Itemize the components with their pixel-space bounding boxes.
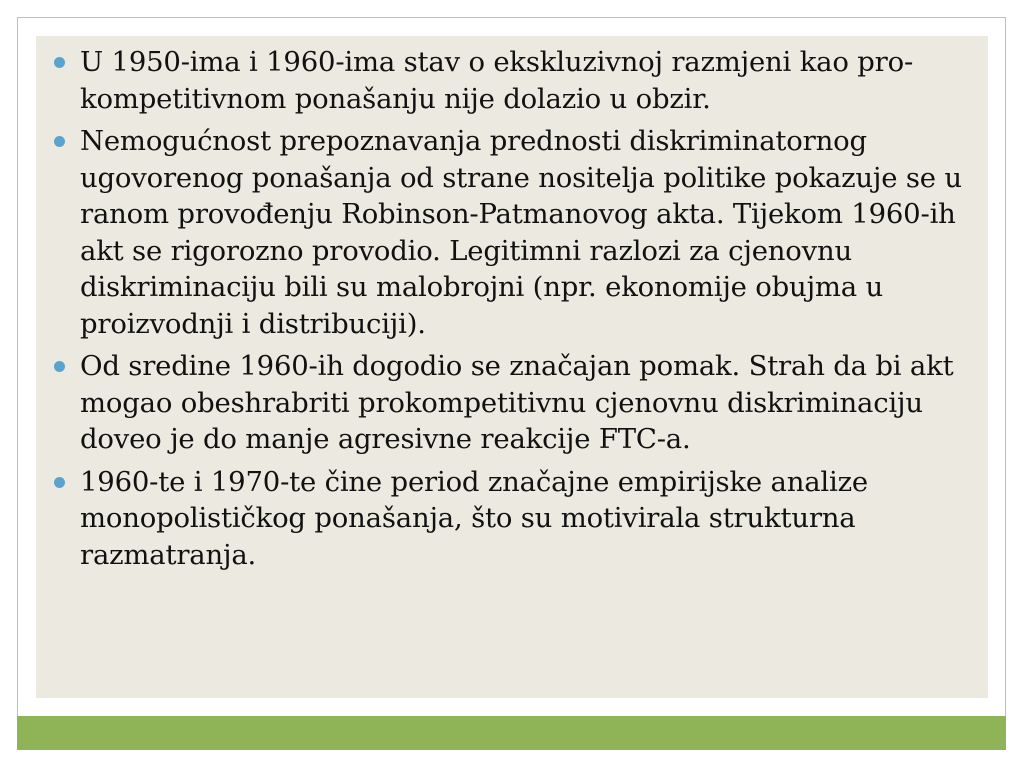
bullet-dot-icon xyxy=(54,136,65,147)
bullet-dot-icon xyxy=(54,361,65,372)
bullet-text: Od sredine 1960-ih dogodio se značajan pomak. Strah da bi akt mogao obeshrabriti prokompetitivnu cjenovnu diskriminaciju doveo je do manje agresivne reakcije FTC-a. xyxy=(80,350,954,455)
footer-bar xyxy=(17,716,1006,750)
bullet-dot-icon xyxy=(54,57,65,68)
bullet-text: U 1950-ima i 1960-ima stav o ekskluzivnoj razmjeni kao pro-kompetitivnom ponašanju nije dolazio u obzir. xyxy=(80,46,914,115)
bullet-text: Nemogućnost prepoznavanja prednosti diskriminatornog ugovorenog ponašanja od strane nositelja politike pokazuje se u ranom provođenju Robinson-Patmanovog akta. Tijekom 1960-ih akt se rigorozno provodio. Legitimni razlozi za cjenovnu diskriminaciju bili su malobrojni (npr. ekonomije obujma u proizvodnji i distribuciji). xyxy=(80,125,962,340)
bullet-item xyxy=(54,44,978,117)
content-box xyxy=(36,36,988,698)
bullet-item xyxy=(54,464,978,574)
bullet-list xyxy=(54,44,978,573)
bullet-text: 1960-te i 1970-te čine period značajne empirijske analize monopolističkog ponašanja, što su motivirala strukturna razmatranja. xyxy=(80,465,868,571)
bullet-item xyxy=(54,348,978,458)
bullet-dot-icon xyxy=(54,477,65,488)
bullet-item xyxy=(54,123,978,342)
